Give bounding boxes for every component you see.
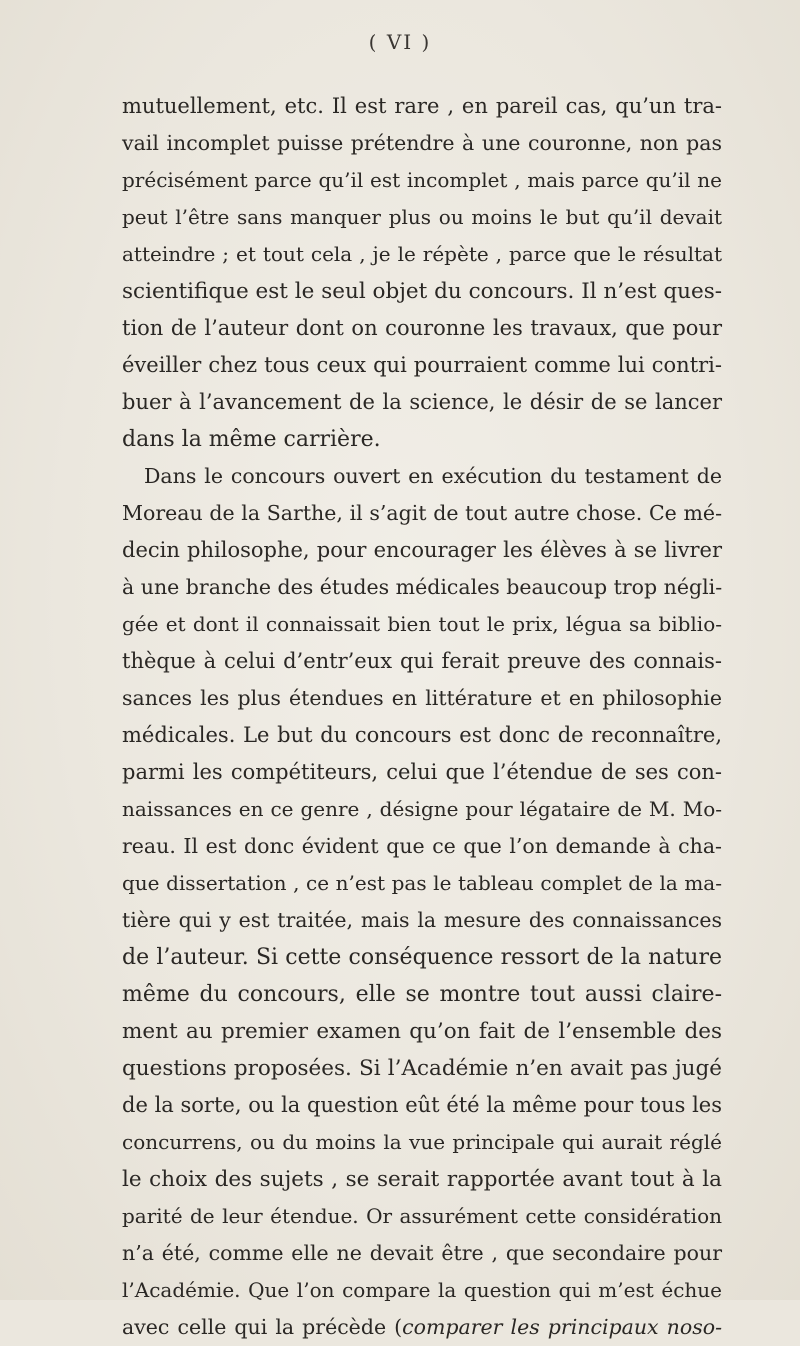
text-line: thèque à celui d’entr’eux qui ferait preuve des connais- xyxy=(122,649,722,673)
text-line: l’Académie. Que l’on compare la question qui m’est échue xyxy=(122,1278,722,1302)
text-line: gée et dont il connaissait bien tout le prix, légua sa biblio- xyxy=(122,612,722,636)
text-line: précisément parce qu’il est incomplet , mais parce qu’il ne xyxy=(122,168,722,192)
text-line: Moreau de la Sarthe, il s’agit de tout autre chose. Ce mé- xyxy=(122,501,722,525)
text-line: le choix des sujets , se serait rapportée avant tout à la xyxy=(122,1167,722,1192)
paragraph-start-line: Dans le concours ouvert en exécution du testament de xyxy=(144,464,722,488)
text-line: questions proposées. Si l’Académie n’en avait pas jugé xyxy=(122,1056,722,1081)
text-line: decin philosophe, pour encourager les élèves à se livrer xyxy=(122,538,722,562)
text-line: naissances en ce genre , désigne pour légataire de M. Mo- xyxy=(122,797,722,821)
body-text xyxy=(122,88,722,1346)
final-line xyxy=(122,1309,722,1346)
text-line: mutuellement, etc. Il est rare , en pareil cas, qu’un tra- xyxy=(122,94,722,118)
text-line: reau. Il est donc évident que ce que l’on demande à cha- xyxy=(122,834,722,858)
text-line: de la sorte, ou la question eût été la même pour tous les xyxy=(122,1093,722,1117)
text-line: buer à l’avancement de la science, le désir de se lancer xyxy=(122,390,722,414)
text-line: atteindre ; et tout cela , je le répète , parce que le résultat xyxy=(122,242,722,266)
text-line: parmi les compétiteurs, celui que l’étendue de ses con- xyxy=(122,760,722,784)
text-line: que dissertation , ce n’est pas le tableau complet de la ma- xyxy=(122,871,722,895)
text-line: tière qui y est traitée, mais la mesure des connaissances xyxy=(122,908,722,932)
text-line: vail incomplet puisse prétendre à une couronne, non pas xyxy=(122,131,722,155)
text-line: éveiller chez tous ceux qui pourraient comme lui contri- xyxy=(122,353,722,377)
text-line: à une branche des études médicales beaucoup trop négli- xyxy=(122,575,723,599)
text-line: ment au premier examen qu’on fait de l’ensemble des xyxy=(122,1019,722,1044)
text-line: concurrens, ou du moins la vue principale qui aurait réglé xyxy=(122,1130,722,1154)
paragraph-end-line: dans la même carrière. xyxy=(122,427,381,452)
text-line: médicales. Le but du concours est donc de reconnaître, xyxy=(122,723,722,747)
text-line: sances les plus étendues en littérature et en philosophie xyxy=(122,686,722,710)
text-line: n’a été, comme elle ne devait être , que secondaire pour xyxy=(122,1241,722,1265)
text-line: parité de leur étendue. Or assurément cette considération xyxy=(122,1204,722,1228)
page-number: ( VI ) xyxy=(368,30,432,54)
text-line: scientifique est le seul objet du concours. Il n’est ques- xyxy=(122,279,722,304)
final-line-plain: avec celle qui la précède ( xyxy=(122,1315,403,1339)
text-line: même du concours, elle se montre tout aussi claire- xyxy=(122,982,722,1007)
final-line-italic: comparer les principaux noso- xyxy=(402,1315,722,1339)
text-line: tion de l’auteur dont on couronne les travaux, que pour xyxy=(122,316,722,340)
text-line: de l’auteur. Si cette conséquence ressort de la nature xyxy=(122,945,722,970)
text-line: peut l’être sans manquer plus ou moins le but qu’il devait xyxy=(122,205,722,229)
